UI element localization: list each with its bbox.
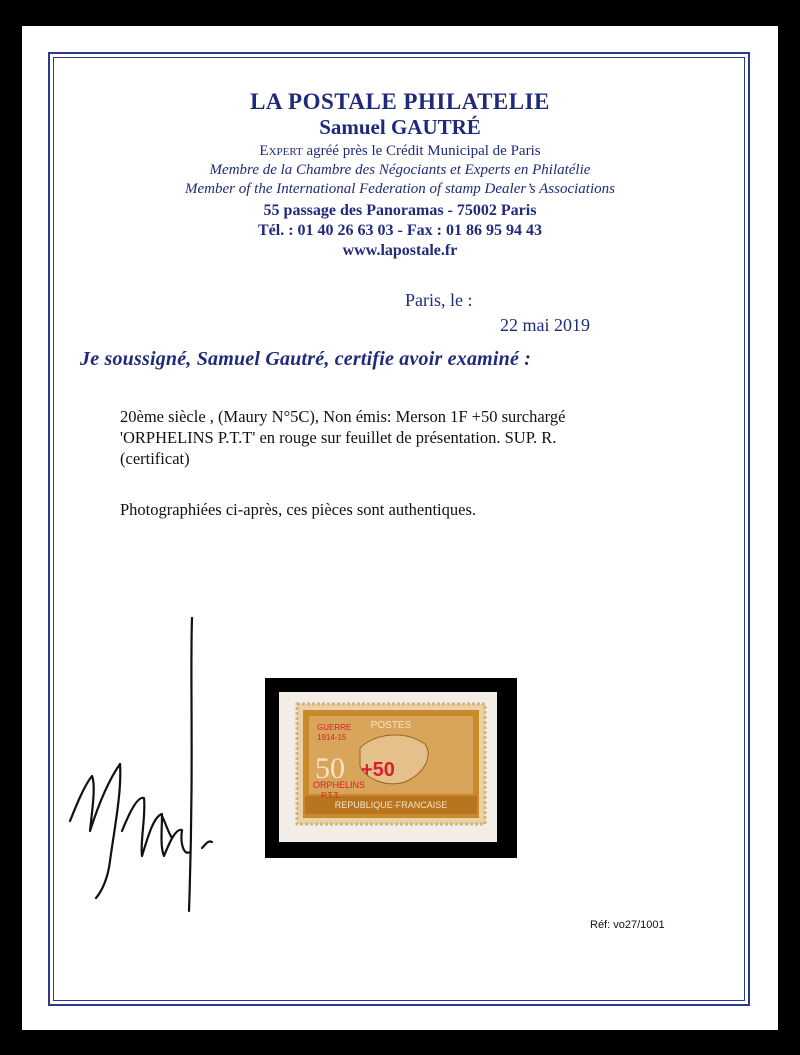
company-name: LA POSTALE PHILATELIE bbox=[250, 89, 550, 114]
description-line: (certificat) bbox=[120, 449, 190, 468]
postal-address: 55 passage des Panoramas - 75002 Paris bbox=[263, 202, 537, 219]
signature bbox=[62, 616, 282, 916]
description-line: 20ème siècle , (Maury N°5C), Non émis: Merson 1F +50 surchargé bbox=[120, 407, 566, 426]
overprint-year: 1914-15 bbox=[317, 733, 347, 742]
stamp-photo bbox=[265, 678, 517, 858]
expert-name: Samuel GAUTRÉ bbox=[319, 115, 481, 139]
letterhead bbox=[22, 88, 778, 261]
item-description bbox=[120, 406, 720, 469]
place-label: Paris, le : bbox=[405, 290, 473, 310]
stamp-country-text: REPUBLIQUE·FRANCAISE bbox=[334, 800, 448, 810]
overprint-orphelins: ORPHELINS bbox=[313, 780, 366, 790]
certificate-sheet bbox=[22, 26, 778, 1030]
overprint-ptt: P.T.T. bbox=[321, 791, 340, 800]
expert-accreditation-text: agréé près le Crédit Municipal de Paris bbox=[302, 143, 541, 159]
expert-accreditation bbox=[22, 142, 778, 161]
certification-statement: Je soussigné, Samuel Gautré, certifie avoir examiné : bbox=[80, 348, 532, 370]
authenticity-statement: Photographiées ci-après, ces pièces sont authentiques. bbox=[120, 500, 477, 519]
certificate-date: 22 mai 2019 bbox=[500, 315, 590, 335]
overprint-surcharge: +50 bbox=[361, 759, 395, 781]
reference-number: Réf: vo27/1001 bbox=[590, 919, 665, 931]
membership-english: Member of the International Federation of stamp Dealer’s Associations bbox=[185, 181, 615, 197]
overprint-guerre: GUERRE bbox=[317, 723, 352, 732]
stamp-postes-text: POSTES bbox=[370, 720, 412, 731]
phone-fax: Tél. : 01 40 26 63 03 - Fax : 01 86 95 94 43 bbox=[258, 222, 542, 239]
description-line: 'ORPHELINS P.T.T' en rouge sur feuillet de présentation. SUP. R. bbox=[120, 428, 557, 447]
stamp-image bbox=[265, 678, 517, 858]
membership-french: Membre de la Chambre des Négociants et Experts en Philatélie bbox=[209, 162, 591, 178]
expert-prefix: Expert bbox=[259, 143, 303, 159]
website-link[interactable]: www.lapostale.fr bbox=[342, 242, 458, 259]
stamp-value: 50 bbox=[315, 752, 345, 785]
